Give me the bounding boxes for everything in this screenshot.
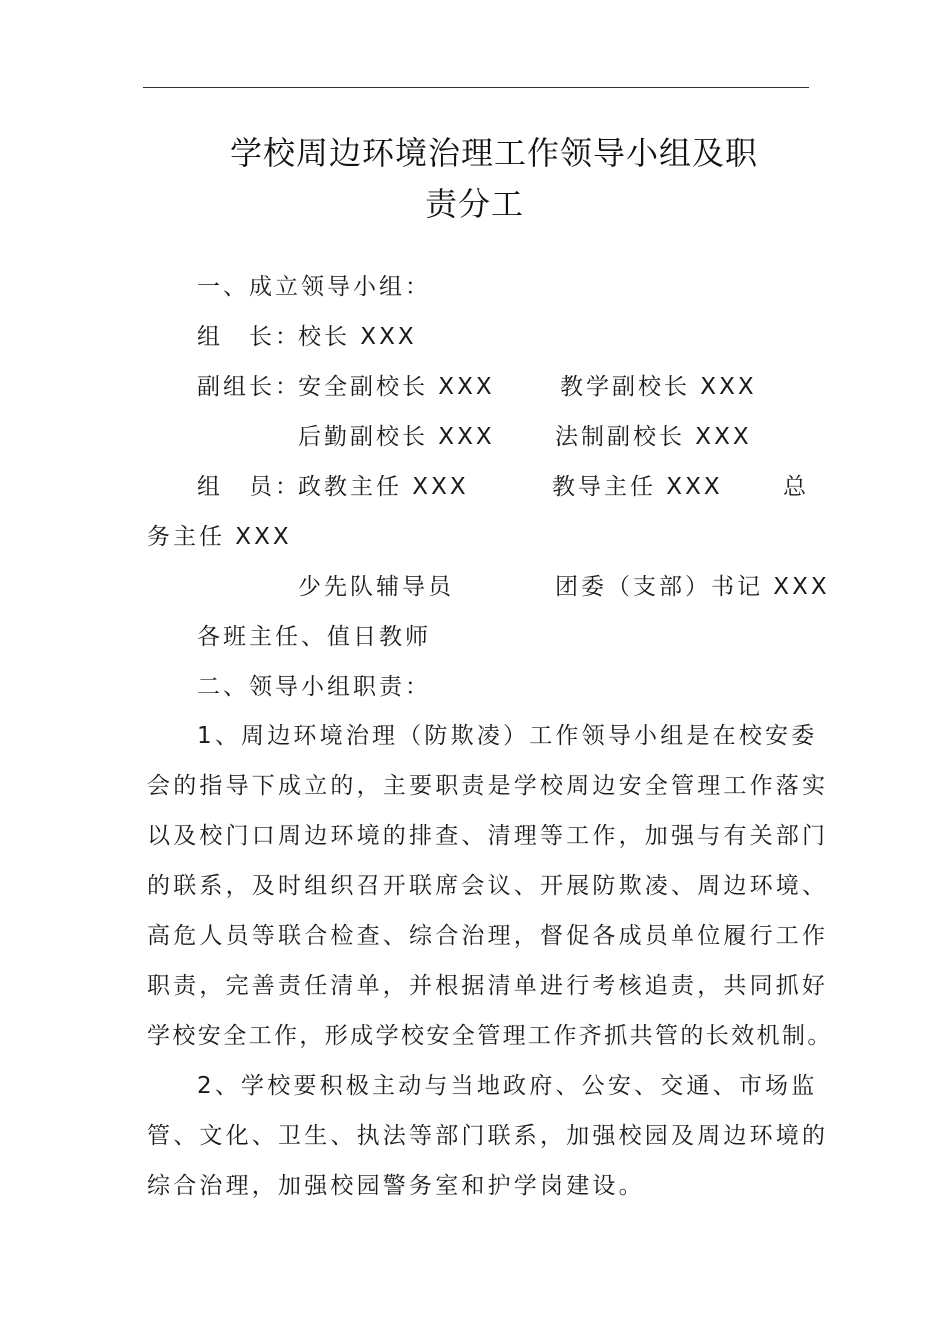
title-line-1: 学校周边环境治理工作领导小组及职 — [230, 134, 759, 172]
member-general-part2: 务主任 XXX — [147, 524, 292, 550]
member-pioneer: 少先队辅导员 — [298, 574, 454, 600]
deputy-label: 副组长： — [197, 374, 301, 400]
paragraph-line: 以及校门口周边环境的排查、清理等工作，加强与有关部门 — [147, 823, 829, 849]
member-general-part1: 总 — [783, 474, 809, 500]
section2-heading: 二、领导小组职责： — [197, 674, 431, 700]
paragraph-line: 学校安全工作，形成学校安全管理工作齐抓共管的长效机制。 — [147, 1023, 833, 1049]
leader-label: 组 长： — [197, 324, 301, 350]
paragraph-line: 职责，完善责任清单，并根据清单进行考核追责，共同抓好 — [147, 973, 829, 999]
paragraph-line: 1、周边环境治理（防欺凌）工作领导小组是在校安委 — [197, 723, 818, 749]
deputy-safety: 安全副校长 XXX — [298, 374, 495, 400]
member-political: 政教主任 XXX — [298, 474, 469, 500]
paragraph-line: 的联系，及时组织召开联席会议、开展防欺凌、周边环境、 — [147, 873, 829, 899]
deputy-logistics: 后勤副校长 XXX — [298, 424, 495, 450]
paragraph-line: 管、文化、卫生、执法等部门联系，加强校园及周边环境的 — [147, 1123, 829, 1149]
deputy-teaching: 教学副校长 XXX — [560, 374, 757, 400]
paragraph-2 — [147, 1071, 829, 1221]
paragraph-line: 2、学校要积极主动与当地政府、公安、交通、市场监 — [197, 1073, 818, 1099]
member-youth-league: 团委（支部）书记 XXX — [555, 574, 830, 600]
paragraph-1 — [147, 721, 833, 1071]
member-class-teachers: 各班主任、值日教师 — [197, 624, 431, 650]
section1-heading: 一、成立领导小组： — [197, 274, 431, 300]
member-label: 组 员： — [197, 474, 301, 500]
leader-value: 校长 XXX — [298, 324, 417, 350]
member-academic: 教导主任 XXX — [552, 474, 723, 500]
paragraph-line: 高危人员等联合检查、综合治理，督促各成员单位履行工作 — [147, 923, 829, 949]
paragraph-line: 综合治理，加强校园警务室和护学岗建设。 — [147, 1173, 645, 1199]
title-line-2: 责分工 — [425, 185, 525, 223]
deputy-legal: 法制副校长 XXX — [555, 424, 752, 450]
paragraph-line: 会的指导下成立的，主要职责是学校周边安全管理工作落实 — [147, 773, 829, 799]
header-rule — [143, 87, 809, 88]
